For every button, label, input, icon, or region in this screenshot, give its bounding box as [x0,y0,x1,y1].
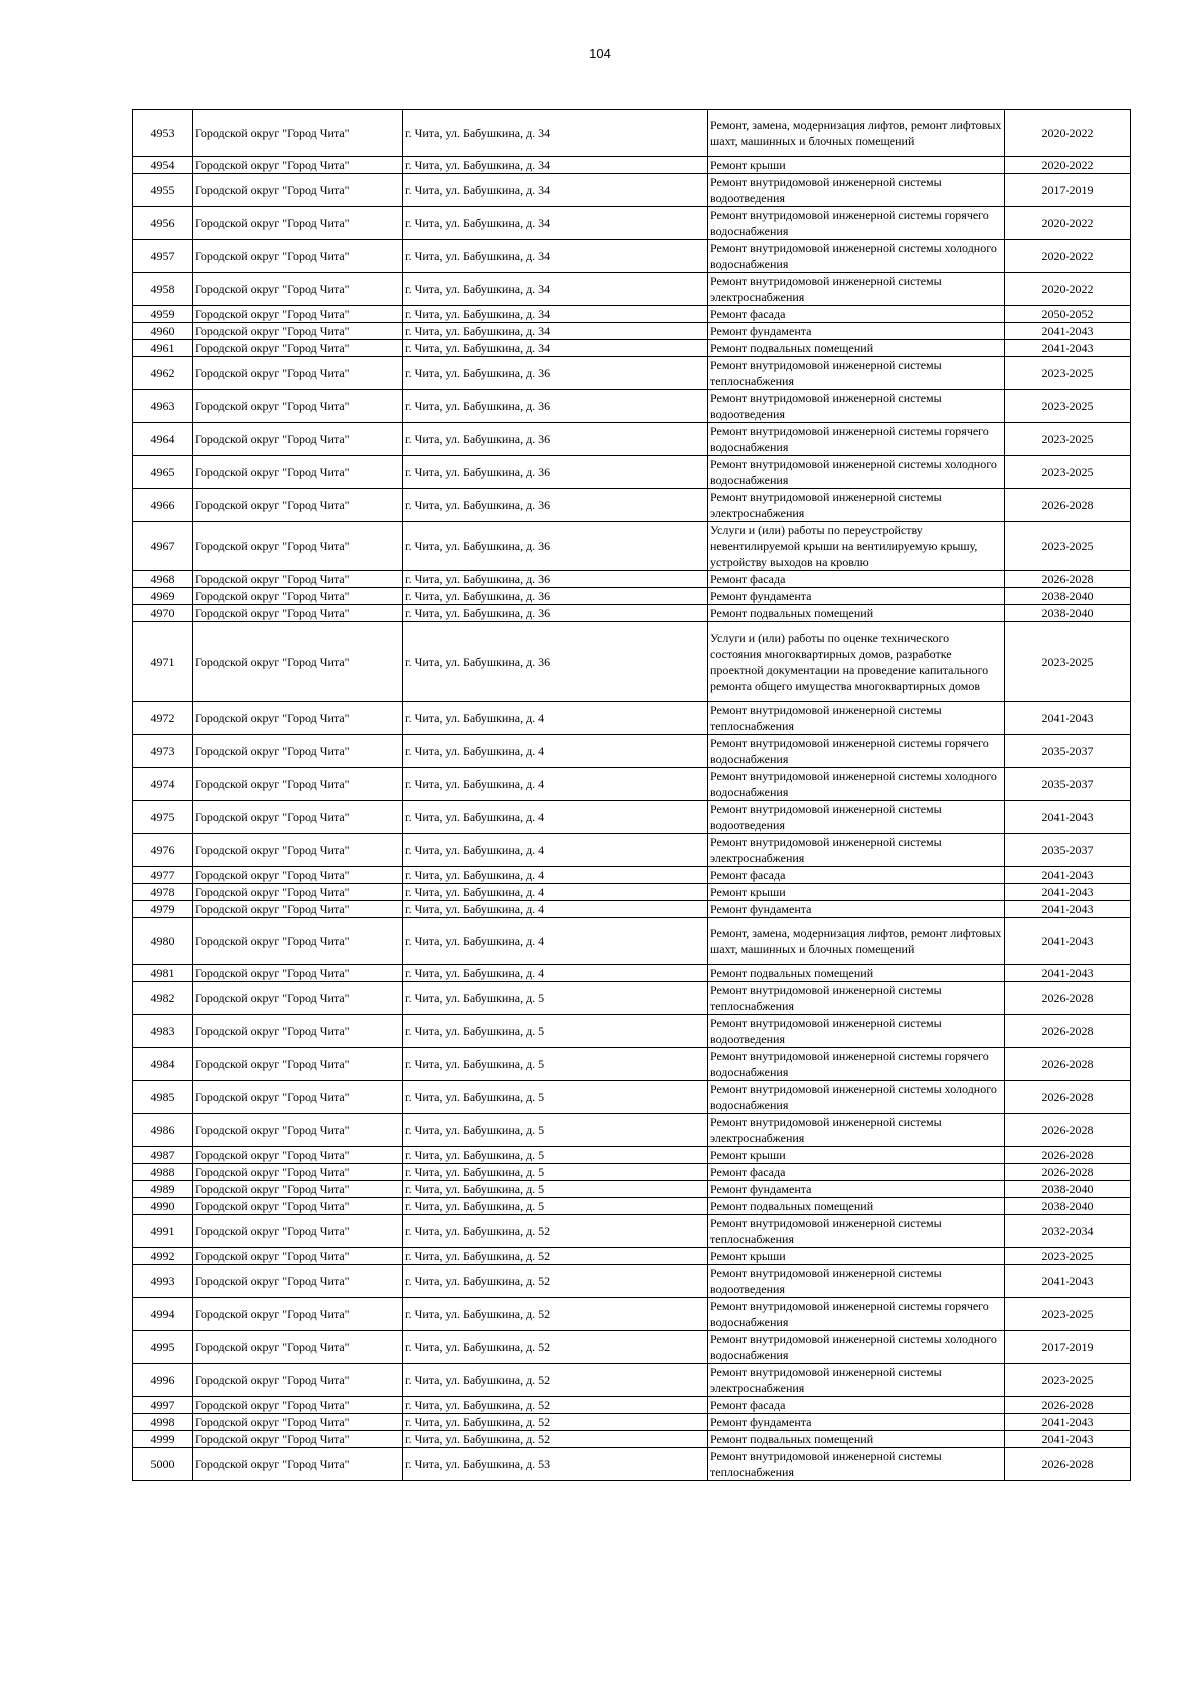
table-row [133,1015,1131,1048]
work-type-cell: Ремонт фасада [708,1397,1005,1414]
table-row [133,340,1131,357]
table-row [133,1265,1131,1298]
municipality-cell: Городской округ "Город Чита" [193,240,403,273]
table-row [133,1215,1131,1248]
work-type-cell: Ремонт внутридомовой инженерной системы электроснабжения [708,1114,1005,1147]
period-cell: 2041-2043 [1005,1265,1131,1298]
work-type-cell: Ремонт, замена, модернизация лифтов, ремонт лифтовых шахт, машинных и блочных помещений [708,918,1005,965]
work-type-cell: Ремонт фасада [708,1164,1005,1181]
municipality-cell: Городской округ "Город Чита" [193,340,403,357]
repair-schedule-table [132,109,1131,1481]
row-number-cell: 4977 [133,867,193,884]
row-number-cell: 4996 [133,1364,193,1397]
row-number-cell: 4978 [133,884,193,901]
row-number-cell: 4982 [133,982,193,1015]
row-number-cell: 4964 [133,423,193,456]
work-type-cell: Ремонт внутридомовой инженерной системы электроснабжения [708,273,1005,306]
period-cell: 2017-2019 [1005,1331,1131,1364]
work-type-cell: Ремонт крыши [708,1147,1005,1164]
row-number-cell: 4959 [133,306,193,323]
period-cell: 2023-2025 [1005,622,1131,702]
work-type-cell: Ремонт внутридомовой инженерной системы холодного водоснабжения [708,240,1005,273]
address-cell: г. Чита, ул. Бабушкина, д. 52 [403,1215,708,1248]
table-row [133,110,1131,157]
work-type-cell: Ремонт фундамента [708,1414,1005,1431]
work-type-cell: Ремонт подвальных помещений [708,605,1005,622]
table-row [133,965,1131,982]
municipality-cell: Городской округ "Город Чита" [193,1265,403,1298]
period-cell: 2026-2028 [1005,1397,1131,1414]
row-number-cell: 5000 [133,1448,193,1481]
address-cell: г. Чита, ул. Бабушкина, д. 4 [403,965,708,982]
table-row [133,884,1131,901]
work-type-cell: Услуги и (или) работы по переустройству невентилируемой крыши на вентилируемую крышу, устройству выходов на кровлю [708,522,1005,571]
period-cell: 2023-2025 [1005,357,1131,390]
period-cell: 2026-2028 [1005,489,1131,522]
municipality-cell: Городской округ "Город Чита" [193,1248,403,1265]
municipality-cell: Городской округ "Город Чита" [193,571,403,588]
table-row [133,1198,1131,1215]
row-number-cell: 4999 [133,1431,193,1448]
address-cell: г. Чита, ул. Бабушкина, д. 52 [403,1397,708,1414]
municipality-cell: Городской округ "Город Чита" [193,1198,403,1215]
period-cell: 2026-2028 [1005,1164,1131,1181]
municipality-cell: Городской округ "Город Чита" [193,1364,403,1397]
municipality-cell: Городской округ "Город Чита" [193,1298,403,1331]
work-type-cell: Ремонт подвальных помещений [708,1431,1005,1448]
work-type-cell: Ремонт внутридомовой инженерной системы холодного водоснабжения [708,1331,1005,1364]
row-number-cell: 4998 [133,1414,193,1431]
table-body [133,110,1131,1481]
table-row [133,982,1131,1015]
work-type-cell: Ремонт внутридомовой инженерной системы водоотведения [708,390,1005,423]
row-number-cell: 4981 [133,965,193,982]
municipality-cell: Городской округ "Город Чита" [193,1114,403,1147]
period-cell: 2026-2028 [1005,1015,1131,1048]
period-cell: 2026-2028 [1005,1448,1131,1481]
row-number-cell: 4968 [133,571,193,588]
address-cell: г. Чита, ул. Бабушкина, д. 34 [403,306,708,323]
period-cell: 2023-2025 [1005,456,1131,489]
period-cell: 2050-2052 [1005,306,1131,323]
address-cell: г. Чита, ул. Бабушкина, д. 52 [403,1265,708,1298]
row-number-cell: 4958 [133,273,193,306]
work-type-cell: Ремонт крыши [708,1248,1005,1265]
row-number-cell: 4961 [133,340,193,357]
municipality-cell: Городской округ "Город Чита" [193,306,403,323]
period-cell: 2035-2037 [1005,768,1131,801]
municipality-cell: Городской округ "Город Чита" [193,605,403,622]
table-row [133,323,1131,340]
work-type-cell: Ремонт фундамента [708,901,1005,918]
municipality-cell: Городской округ "Город Чита" [193,867,403,884]
work-type-cell: Ремонт внутридомовой инженерной системы электроснабжения [708,1364,1005,1397]
period-cell: 2041-2043 [1005,323,1131,340]
municipality-cell: Городской округ "Город Чита" [193,834,403,867]
row-number-cell: 4975 [133,801,193,834]
period-cell: 2041-2043 [1005,884,1131,901]
address-cell: г. Чита, ул. Бабушкина, д. 52 [403,1414,708,1431]
address-cell: г. Чита, ул. Бабушкина, д. 4 [403,735,708,768]
municipality-cell: Городской округ "Город Чита" [193,1414,403,1431]
work-type-cell: Ремонт внутридомовой инженерной системы водоотведения [708,1265,1005,1298]
work-type-cell: Ремонт внутридомовой инженерной системы холодного водоснабжения [708,1081,1005,1114]
work-type-cell: Ремонт внутридомовой инженерной системы горячего водоснабжения [708,1048,1005,1081]
address-cell: г. Чита, ул. Бабушкина, д. 52 [403,1364,708,1397]
period-cell: 2035-2037 [1005,834,1131,867]
address-cell: г. Чита, ул. Бабушкина, д. 4 [403,884,708,901]
row-number-cell: 4970 [133,605,193,622]
address-cell: г. Чита, ул. Бабушкина, д. 4 [403,702,708,735]
period-cell: 2041-2043 [1005,801,1131,834]
work-type-cell: Ремонт внутридомовой инженерной системы горячего водоснабжения [708,207,1005,240]
work-type-cell: Ремонт внутридомовой инженерной системы водоотведения [708,801,1005,834]
period-cell: 2026-2028 [1005,1048,1131,1081]
period-cell: 2023-2025 [1005,1364,1131,1397]
work-type-cell: Ремонт внутридомовой инженерной системы холодного водоснабжения [708,768,1005,801]
row-number-cell: 4974 [133,768,193,801]
municipality-cell: Городской округ "Город Чита" [193,522,403,571]
work-type-cell: Ремонт подвальных помещений [708,340,1005,357]
address-cell: г. Чита, ул. Бабушкина, д. 36 [403,423,708,456]
municipality-cell: Городской округ "Город Чита" [193,801,403,834]
table-row [133,1081,1131,1114]
row-number-cell: 4957 [133,240,193,273]
address-cell: г. Чита, ул. Бабушкина, д. 36 [403,522,708,571]
municipality-cell: Городской округ "Город Чита" [193,110,403,157]
address-cell: г. Чита, ул. Бабушкина, д. 52 [403,1431,708,1448]
work-type-cell: Ремонт внутридомовой инженерной системы электроснабжения [708,489,1005,522]
period-cell: 2041-2043 [1005,702,1131,735]
address-cell: г. Чита, ул. Бабушкина, д. 5 [403,1048,708,1081]
page-number: 104 [589,46,611,61]
table-row [133,768,1131,801]
address-cell: г. Чита, ул. Бабушкина, д. 36 [403,456,708,489]
address-cell: г. Чита, ул. Бабушкина, д. 5 [403,1015,708,1048]
address-cell: г. Чита, ул. Бабушкина, д. 36 [403,390,708,423]
period-cell: 2020-2022 [1005,110,1131,157]
period-cell: 2023-2025 [1005,1298,1131,1331]
row-number-cell: 4993 [133,1265,193,1298]
address-cell: г. Чита, ул. Бабушкина, д. 36 [403,588,708,605]
work-type-cell: Ремонт подвальных помещений [708,965,1005,982]
row-number-cell: 4995 [133,1331,193,1364]
work-type-cell: Ремонт внутридомовой инженерной системы горячего водоснабжения [708,735,1005,768]
period-cell: 2038-2040 [1005,1181,1131,1198]
municipality-cell: Городской округ "Город Чита" [193,1081,403,1114]
row-number-cell: 4985 [133,1081,193,1114]
address-cell: г. Чита, ул. Бабушкина, д. 53 [403,1448,708,1481]
row-number-cell: 4987 [133,1147,193,1164]
row-number-cell: 4990 [133,1198,193,1215]
period-cell: 2020-2022 [1005,240,1131,273]
row-number-cell: 4984 [133,1048,193,1081]
period-cell: 2041-2043 [1005,965,1131,982]
work-type-cell: Ремонт внутридомовой инженерной системы водоотведения [708,1015,1005,1048]
row-number-cell: 4963 [133,390,193,423]
row-number-cell: 4980 [133,918,193,965]
municipality-cell: Городской округ "Город Чита" [193,423,403,456]
municipality-cell: Городской округ "Город Чита" [193,1397,403,1414]
table-row [133,273,1131,306]
row-number-cell: 4969 [133,588,193,605]
table-row [133,1364,1131,1397]
period-cell: 2041-2043 [1005,1414,1131,1431]
address-cell: г. Чита, ул. Бабушкина, д. 34 [403,240,708,273]
municipality-cell: Городской округ "Город Чита" [193,174,403,207]
row-number-cell: 4966 [133,489,193,522]
period-cell: 2020-2022 [1005,273,1131,306]
table-row [133,1181,1131,1198]
table-row [133,1048,1131,1081]
period-cell: 2020-2022 [1005,157,1131,174]
row-number-cell: 4979 [133,901,193,918]
work-type-cell: Ремонт внутридомовой инженерной системы горячего водоснабжения [708,423,1005,456]
municipality-cell: Городской округ "Город Чита" [193,323,403,340]
period-cell: 2041-2043 [1005,340,1131,357]
address-cell: г. Чита, ул. Бабушкина, д. 36 [403,571,708,588]
work-type-cell: Ремонт крыши [708,884,1005,901]
row-number-cell: 4973 [133,735,193,768]
period-cell: 2017-2019 [1005,174,1131,207]
table-row [133,207,1131,240]
address-cell: г. Чита, ул. Бабушкина, д. 52 [403,1331,708,1364]
period-cell: 2026-2028 [1005,1081,1131,1114]
work-type-cell: Ремонт внутридомовой инженерной системы теплоснабжения [708,702,1005,735]
work-type-cell: Ремонт внутридомовой инженерной системы теплоснабжения [708,357,1005,390]
period-cell: 2038-2040 [1005,588,1131,605]
address-cell: г. Чита, ул. Бабушкина, д. 34 [403,273,708,306]
address-cell: г. Чита, ул. Бабушкина, д. 36 [403,489,708,522]
table-row [133,1298,1131,1331]
municipality-cell: Городской округ "Город Чита" [193,1147,403,1164]
row-number-cell: 4954 [133,157,193,174]
address-cell: г. Чита, ул. Бабушкина, д. 52 [403,1298,708,1331]
period-cell: 2032-2034 [1005,1215,1131,1248]
table-row [133,1397,1131,1414]
work-type-cell: Ремонт, замена, модернизация лифтов, ремонт лифтовых шахт, машинных и блочных помещений [708,110,1005,157]
work-type-cell: Ремонт внутридомовой инженерной системы холодного водоснабжения [708,456,1005,489]
table-row [133,1414,1131,1431]
table-row [133,1431,1131,1448]
work-type-cell: Ремонт внутридомовой инженерной системы горячего водоснабжения [708,1298,1005,1331]
municipality-cell: Городской округ "Город Чита" [193,1331,403,1364]
municipality-cell: Городской округ "Город Чита" [193,1164,403,1181]
address-cell: г. Чита, ул. Бабушкина, д. 4 [403,918,708,965]
row-number-cell: 4988 [133,1164,193,1181]
row-number-cell: 4965 [133,456,193,489]
table-row [133,522,1131,571]
municipality-cell: Городской округ "Город Чита" [193,884,403,901]
municipality-cell: Городской округ "Город Чита" [193,1048,403,1081]
work-type-cell: Ремонт фундамента [708,588,1005,605]
row-number-cell: 4956 [133,207,193,240]
address-cell: г. Чита, ул. Бабушкина, д. 34 [403,207,708,240]
municipality-cell: Городской округ "Город Чита" [193,1448,403,1481]
row-number-cell: 4994 [133,1298,193,1331]
row-number-cell: 4960 [133,323,193,340]
work-type-cell: Ремонт фасада [708,306,1005,323]
table-row [133,174,1131,207]
table-row [133,735,1131,768]
municipality-cell: Городской округ "Город Чита" [193,456,403,489]
municipality-cell: Городской округ "Город Чита" [193,768,403,801]
work-type-cell: Ремонт внутридомовой инженерной системы теплоснабжения [708,1215,1005,1248]
row-number-cell: 4976 [133,834,193,867]
work-type-cell: Ремонт фундамента [708,1181,1005,1198]
row-number-cell: 4992 [133,1248,193,1265]
work-type-cell: Ремонт внутридомовой инженерной системы водоотведения [708,174,1005,207]
table-row [133,1448,1131,1481]
work-type-cell: Ремонт внутридомовой инженерной системы теплоснабжения [708,982,1005,1015]
period-cell: 2023-2025 [1005,522,1131,571]
row-number-cell: 4997 [133,1397,193,1414]
period-cell: 2041-2043 [1005,918,1131,965]
period-cell: 2041-2043 [1005,901,1131,918]
address-cell: г. Чита, ул. Бабушкина, д. 5 [403,1181,708,1198]
work-type-cell: Ремонт фасада [708,571,1005,588]
table-row [133,702,1131,735]
work-type-cell: Ремонт фундамента [708,323,1005,340]
address-cell: г. Чита, ул. Бабушкина, д. 4 [403,801,708,834]
address-cell: г. Чита, ул. Бабушкина, д. 5 [403,1147,708,1164]
work-type-cell: Ремонт внутридомовой инженерной системы электроснабжения [708,834,1005,867]
municipality-cell: Городской округ "Город Чита" [193,273,403,306]
row-number-cell: 4962 [133,357,193,390]
table-row [133,1331,1131,1364]
municipality-cell: Городской округ "Город Чита" [193,735,403,768]
period-cell: 2035-2037 [1005,735,1131,768]
address-cell: г. Чита, ул. Бабушкина, д. 36 [403,622,708,702]
table-row [133,390,1131,423]
municipality-cell: Городской округ "Город Чита" [193,588,403,605]
row-number-cell: 4967 [133,522,193,571]
table-row [133,1147,1131,1164]
table-row [133,801,1131,834]
municipality-cell: Городской округ "Город Чита" [193,207,403,240]
municipality-cell: Городской округ "Город Чита" [193,901,403,918]
municipality-cell: Городской округ "Город Чита" [193,1431,403,1448]
period-cell: 2038-2040 [1005,605,1131,622]
work-type-cell: Услуги и (или) работы по оценке технического состояния многоквартирных домов, разработке проектной документации на проведение капитального ремонта общего имущества многоквартирных домов [708,622,1005,702]
table-row [133,622,1131,702]
table-row [133,357,1131,390]
row-number-cell: 4989 [133,1181,193,1198]
address-cell: г. Чита, ул. Бабушкина, д. 36 [403,605,708,622]
row-number-cell: 4991 [133,1215,193,1248]
table-row [133,588,1131,605]
table-row [133,834,1131,867]
period-cell: 2023-2025 [1005,1248,1131,1265]
address-cell: г. Чита, ул. Бабушкина, д. 4 [403,867,708,884]
period-cell: 2023-2025 [1005,390,1131,423]
period-cell: 2041-2043 [1005,1431,1131,1448]
municipality-cell: Городской округ "Город Чита" [193,702,403,735]
address-cell: г. Чита, ул. Бабушкина, д. 52 [403,1248,708,1265]
period-cell: 2038-2040 [1005,1198,1131,1215]
row-number-cell: 4955 [133,174,193,207]
table-row [133,1114,1131,1147]
address-cell: г. Чита, ул. Бабушкина, д. 5 [403,1081,708,1114]
table-row [133,240,1131,273]
period-cell: 2026-2028 [1005,1147,1131,1164]
address-cell: г. Чита, ул. Бабушкина, д. 5 [403,1114,708,1147]
municipality-cell: Городской округ "Город Чита" [193,1215,403,1248]
municipality-cell: Городской округ "Город Чита" [193,918,403,965]
address-cell: г. Чита, ул. Бабушкина, д. 5 [403,982,708,1015]
table-row [133,1248,1131,1265]
address-cell: г. Чита, ул. Бабушкина, д. 4 [403,768,708,801]
municipality-cell: Городской округ "Город Чита" [193,622,403,702]
table-row [133,571,1131,588]
work-type-cell: Ремонт фасада [708,867,1005,884]
table-row [133,157,1131,174]
row-number-cell: 4983 [133,1015,193,1048]
address-cell: г. Чита, ул. Бабушкина, д. 34 [403,323,708,340]
municipality-cell: Городской округ "Город Чита" [193,357,403,390]
period-cell: 2020-2022 [1005,207,1131,240]
address-cell: г. Чита, ул. Бабушкина, д. 34 [403,174,708,207]
municipality-cell: Городской округ "Город Чита" [193,489,403,522]
work-type-cell: Ремонт крыши [708,157,1005,174]
table-row [133,605,1131,622]
municipality-cell: Городской округ "Город Чита" [193,1015,403,1048]
municipality-cell: Городской округ "Город Чита" [193,157,403,174]
table-row [133,423,1131,456]
address-cell: г. Чита, ул. Бабушкина, д. 4 [403,834,708,867]
table-row [133,918,1131,965]
address-cell: г. Чита, ул. Бабушкина, д. 34 [403,157,708,174]
municipality-cell: Городской округ "Город Чита" [193,1181,403,1198]
municipality-cell: Городской округ "Город Чита" [193,390,403,423]
address-cell: г. Чита, ул. Бабушкина, д. 36 [403,357,708,390]
period-cell: 2026-2028 [1005,982,1131,1015]
address-cell: г. Чита, ул. Бабушкина, д. 5 [403,1164,708,1181]
work-type-cell: Ремонт внутридомовой инженерной системы теплоснабжения [708,1448,1005,1481]
address-cell: г. Чита, ул. Бабушкина, д. 4 [403,901,708,918]
municipality-cell: Городской округ "Город Чита" [193,982,403,1015]
municipality-cell: Городской округ "Город Чита" [193,965,403,982]
table-row [133,456,1131,489]
period-cell: 2023-2025 [1005,423,1131,456]
address-cell: г. Чита, ул. Бабушкина, д. 5 [403,1198,708,1215]
period-cell: 2026-2028 [1005,1114,1131,1147]
table-row [133,306,1131,323]
period-cell: 2026-2028 [1005,571,1131,588]
row-number-cell: 4971 [133,622,193,702]
address-cell: г. Чита, ул. Бабушкина, д. 34 [403,340,708,357]
row-number-cell: 4986 [133,1114,193,1147]
row-number-cell: 4972 [133,702,193,735]
work-type-cell: Ремонт подвальных помещений [708,1198,1005,1215]
period-cell: 2041-2043 [1005,867,1131,884]
table-row [133,1164,1131,1181]
address-cell: г. Чита, ул. Бабушкина, д. 34 [403,110,708,157]
table-row [133,489,1131,522]
table-row [133,867,1131,884]
table-row [133,901,1131,918]
row-number-cell: 4953 [133,110,193,157]
